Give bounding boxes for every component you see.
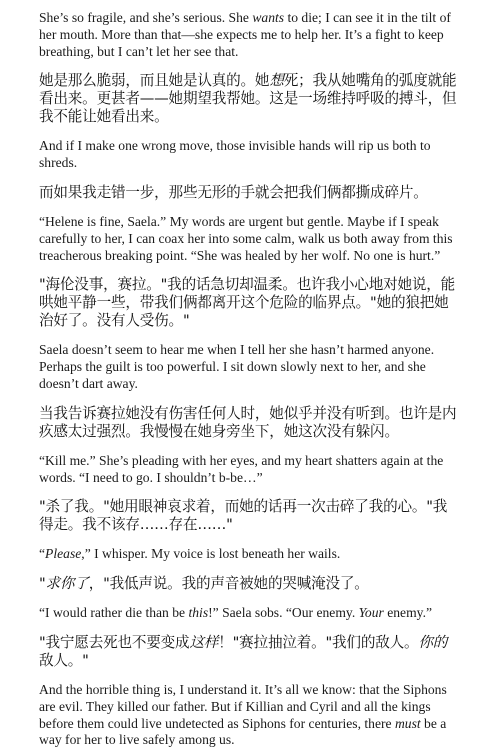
text-segment: “: [39, 546, 46, 562]
text-segment: "海伦没事，赛拉。"我的话急切却温柔。也许我小心地对她说，能哄她平静一些，带我们俩都离开这个危险的临界点。"她的狼把她治好了。没有人受伤。": [39, 276, 456, 330]
text-segment: "杀了我。"她用眼神哀求着，而她的话再一次击碎了我的心。"我得走。我不该存……存在……": [39, 498, 448, 534]
text-segment: be a way for her to live safely among us.: [39, 715, 447, 748]
text-segment: ，"我低声说。我的声音被她的哭喊淹没了。: [88, 575, 369, 593]
text-segment: 死；我从她嘴角的弧度就能看出来。更甚者——她期望我帮她。这是一场维持呼吸的搏斗，但我不能让她看出来。: [39, 72, 457, 126]
paragraph-chinese: [39, 184, 460, 202]
emphasis-text: 想: [269, 72, 284, 90]
paragraph-english: [39, 453, 460, 487]
paragraph-english: [39, 214, 460, 264]
text-segment: And if I make one wrong move, those invisible hands will rip us both to shreds.: [39, 138, 431, 171]
paragraph-chinese: [39, 575, 460, 593]
text-segment: ！"赛拉抽泣着。"我们的敌人。: [218, 633, 419, 651]
text-segment: 当我告诉赛拉她没有伤害任何人时，她似乎并没有听到。也许是内疚感太过强烈。我慢慢在她身旁坐下，她这次没有躲闪。: [39, 404, 457, 440]
paragraph-english: [39, 605, 460, 622]
emphasis-text: 求你了: [45, 575, 89, 593]
paragraph-chinese: [39, 405, 460, 441]
paragraph-english: [39, 138, 460, 172]
paragraph-chinese: [39, 498, 460, 534]
text-segment: 而如果我走错一步，那些无形的手就会把我们俩都撕成碎片。: [39, 183, 428, 201]
emphasis-text: must: [394, 715, 421, 731]
text-segment: to die; I can see it in the tilt of her mouth. More than that—she expects me to help her. It’s a fight to keep breathing, but I can’t let her see that.: [39, 10, 451, 59]
text-segment: ,” I whisper. My voice is lost beneath her wails.: [81, 546, 341, 562]
emphasis-text: this: [188, 605, 209, 621]
emphasis-text: Your: [358, 605, 384, 621]
text-segment: ": [39, 575, 46, 593]
text-segment: “Kill me.” She’s pleading with her eyes, and my heart shatters again at the words. “I need to go. I shouldn’t b-be…”: [39, 452, 444, 485]
emphasis-text: wants: [252, 10, 285, 25]
paragraph-english: [39, 546, 460, 563]
text-segment: enemy.”: [383, 605, 433, 621]
emphasis-text: Please: [45, 546, 82, 562]
text-segment: "我宁愿去死也不要变成: [39, 633, 190, 651]
emphasis-text: 这样: [189, 633, 219, 651]
text-segment: 她是那么脆弱，而且她是认真的。她: [39, 72, 270, 90]
text-segment: 敌人。": [39, 651, 89, 669]
text-segment: And the horrible thing is, I understand it. It’s all we know: that the Siphons are evil. They killed our father. But if Killian and Cyril and all the kings before them could live undetected as Siphons for centuries, there: [39, 681, 447, 731]
text-segment: She’s so fragile, and she’s serious. She: [39, 10, 253, 25]
paragraph-chinese: [39, 634, 460, 670]
paragraph-english: [39, 682, 460, 749]
text-segment: !” Saela sobs. “Our enemy.: [208, 605, 359, 621]
paragraph-chinese: [39, 72, 460, 126]
emphasis-text: 你的: [418, 633, 448, 651]
text-segment: “I would rather die than be: [39, 605, 189, 621]
paragraph-english: [39, 342, 460, 392]
paragraph-chinese: [39, 276, 460, 330]
text-segment: “Helene is fine, Saela.” My words are urgent but gentle. Maybe if I speak carefully to her, I can coax her into some calm, walk us both away from this treacherous breaking point. “She was healed by her wolf. No one is hurt.”: [39, 213, 453, 263]
text-segment: Saela doesn’t seem to hear me when I tell her she hasn’t harmed anyone. Perhaps the guilt is too powerful. I sit down slowly next to her, and she doesn’t dart away.: [39, 342, 435, 391]
paragraph-english: [39, 10, 460, 60]
